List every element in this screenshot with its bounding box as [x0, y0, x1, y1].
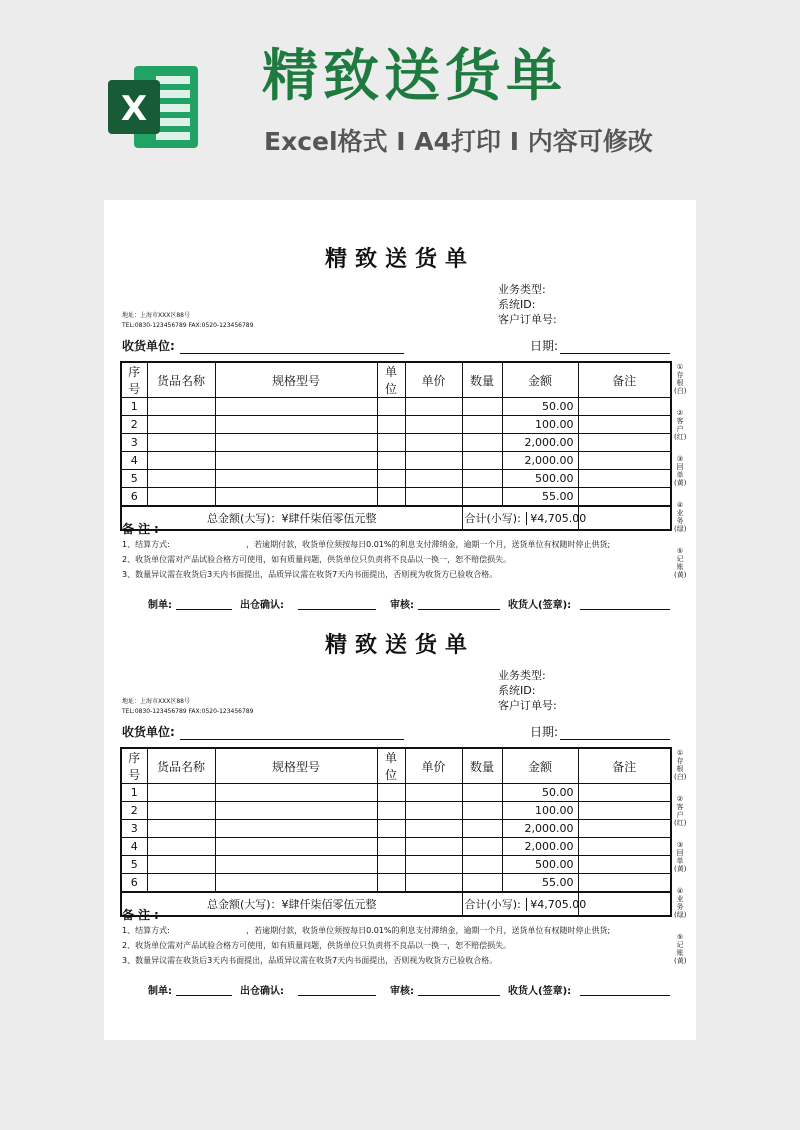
cell-remark[interactable]: [578, 802, 671, 820]
table-row: [121, 416, 671, 434]
date-label: 日期:: [530, 339, 559, 353]
cell-price[interactable]: [405, 856, 462, 874]
cell-amount[interactable]: 50.00: [502, 398, 578, 416]
table-row: [121, 802, 671, 820]
cell-no: 2: [121, 416, 147, 434]
form-title: 精致送货单: [324, 247, 475, 272]
goods-table: [120, 747, 672, 917]
table-row: [121, 434, 671, 452]
sign-maker-label: 制单:: [148, 986, 172, 997]
cell-product[interactable]: [147, 838, 215, 856]
cell-no: 1: [121, 398, 147, 416]
notes-section: [122, 908, 610, 968]
cell-spec[interactable]: [215, 802, 377, 820]
sign-warehouse-label: 出仓确认:: [240, 600, 284, 611]
cell-unit[interactable]: [377, 398, 405, 416]
header-no: 序号: [121, 748, 147, 784]
sign-maker-field[interactable]: [176, 995, 232, 996]
total-small-label: 合计(小写):: [464, 898, 521, 911]
excel-logo-icon: [104, 58, 202, 156]
cell-amount[interactable]: 50.00: [502, 784, 578, 802]
cell-unit[interactable]: [377, 488, 405, 507]
total-caps-value: ¥肆仟柒佰零伍元整: [281, 512, 377, 525]
note-item: 2、收货单位需对产品试验合格方可使用，如有质量问题，供货单位只负责将不良品以一换一，恕不赔偿损失。: [122, 941, 512, 950]
cell-spec[interactable]: [215, 488, 377, 507]
copy-accounting: ⑤记账(黄): [674, 933, 686, 965]
cell-spec[interactable]: [215, 398, 377, 416]
cell-qty[interactable]: [462, 784, 502, 802]
header-no: 序号: [121, 362, 147, 398]
note-item: 3、数量异议需在收货后3天内书面提出，品质异议需在收货7天内书面提出，否则视为收货方已验收合格。: [122, 570, 498, 579]
cell-qty[interactable]: [462, 802, 502, 820]
sign-review-field[interactable]: [418, 995, 500, 996]
cell-unit[interactable]: [377, 434, 405, 452]
cell-product[interactable]: [147, 470, 215, 488]
cell-price[interactable]: [405, 434, 462, 452]
cell-amount[interactable]: 55.00: [502, 874, 578, 893]
header-remark: 备注: [578, 748, 671, 784]
cell-unit[interactable]: [377, 856, 405, 874]
company-phone: TEL:0830-123456789 FAX:0520-123456789: [122, 322, 254, 329]
cell-spec[interactable]: [215, 434, 377, 452]
cell-amount[interactable]: 100.00: [502, 416, 578, 434]
cell-product[interactable]: [147, 398, 215, 416]
cell-price[interactable]: [405, 452, 462, 470]
header-product: 货品名称: [147, 748, 215, 784]
cell-unit[interactable]: [377, 452, 405, 470]
sign-receiver-label: 收货人(签章):: [508, 986, 572, 997]
copy-distribution: [674, 749, 686, 979]
receiver-field[interactable]: [180, 739, 404, 740]
note-item: 1、结算方式: ，若逾期付款，收货单位须按每日0.01%的利息支付滞纳金，逾期一个月，送货单位有权随时停止供货;: [122, 540, 611, 549]
header-price: 单价: [405, 362, 462, 398]
sign-receiver-field[interactable]: [580, 995, 670, 996]
cell-remark[interactable]: [578, 488, 671, 507]
cell-remark[interactable]: [578, 820, 671, 838]
total-caps-value: ¥肆仟柒佰零伍元整: [281, 898, 377, 911]
table-row: [121, 838, 671, 856]
table-header-row: [121, 362, 671, 398]
table-row: [121, 488, 671, 507]
table-row: [121, 398, 671, 416]
cell-remark[interactable]: [578, 856, 671, 874]
business-type-label: 业务类型:: [498, 283, 546, 296]
cell-amount[interactable]: 2,000.00: [502, 452, 578, 470]
cell-spec[interactable]: [215, 874, 377, 893]
cell-unit[interactable]: [377, 802, 405, 820]
header-qty: 数量: [462, 362, 502, 398]
receiver-label: 收货单位:: [122, 725, 175, 739]
header-unit: 单位: [377, 748, 405, 784]
cell-amount[interactable]: 2,000.00: [502, 838, 578, 856]
cell-spec[interactable]: [215, 838, 377, 856]
cell-unit[interactable]: [377, 820, 405, 838]
cell-no: 6: [121, 874, 147, 893]
notes-section: [122, 522, 610, 582]
company-address: 地址：上海市XXX区88号: [122, 698, 190, 705]
copy-customer: ②客户(红): [674, 409, 686, 441]
cell-unit[interactable]: [377, 838, 405, 856]
note-item: 1、结算方式: ，若逾期付款，收货单位须按每日0.01%的利息支付滞纳金，逾期一个月，送货单位有权随时停止供货;: [122, 926, 611, 935]
cell-remark[interactable]: [578, 398, 671, 416]
cell-product[interactable]: [147, 434, 215, 452]
header-remark: 备注: [578, 362, 671, 398]
cell-amount[interactable]: 500.00: [502, 856, 578, 874]
cell-no: 5: [121, 470, 147, 488]
cell-no: 4: [121, 838, 147, 856]
company-phone: TEL:0830-123456789 FAX:0520-123456789: [122, 708, 254, 715]
sign-warehouse-label: 出仓确认:: [240, 986, 284, 997]
cell-qty[interactable]: [462, 838, 502, 856]
excel-logo-letter: X: [120, 89, 148, 129]
cell-amount[interactable]: 100.00: [502, 802, 578, 820]
cell-price[interactable]: [405, 820, 462, 838]
cell-qty[interactable]: [462, 856, 502, 874]
cell-product[interactable]: [147, 856, 215, 874]
table-row: [121, 856, 671, 874]
table-row: [121, 784, 671, 802]
cell-amount[interactable]: 2,000.00: [502, 820, 578, 838]
date-field[interactable]: [560, 353, 670, 354]
banner-title: 精致送货单: [262, 44, 567, 109]
cell-product[interactable]: [147, 784, 215, 802]
sign-receiver-label: 收货人(签章):: [508, 600, 572, 611]
header-amount: 金额: [502, 748, 578, 784]
copy-stub: ①存根(白): [674, 749, 686, 781]
cell-no: 5: [121, 856, 147, 874]
copy-business: ④业务(绿): [674, 887, 686, 919]
cell-qty[interactable]: [462, 874, 502, 893]
copy-accounting: ⑤记账(黄): [674, 547, 686, 579]
cell-remark[interactable]: [578, 874, 671, 893]
cell-remark[interactable]: [578, 838, 671, 856]
copy-receipt: ③回单(黄): [674, 455, 686, 487]
header-unit: 单位: [377, 362, 405, 398]
header-product: 货品名称: [147, 362, 215, 398]
table-row: [121, 452, 671, 470]
cell-price[interactable]: [405, 470, 462, 488]
invoice-paper: [104, 200, 696, 1040]
copy-distribution: [674, 363, 686, 593]
cell-no: 1: [121, 784, 147, 802]
cell-no: 2: [121, 802, 147, 820]
cell-no: 4: [121, 452, 147, 470]
header-qty: 数量: [462, 748, 502, 784]
header-amount: 金额: [502, 362, 578, 398]
sign-warehouse-field[interactable]: [298, 995, 376, 996]
date-field[interactable]: [560, 739, 670, 740]
copy-customer: ②客户(红): [674, 795, 686, 827]
cell-remark[interactable]: [578, 470, 671, 488]
cell-qty[interactable]: [462, 452, 502, 470]
total-small-value: ¥4,705.00: [526, 512, 586, 525]
header-spec: 规格型号: [215, 748, 377, 784]
cell-price[interactable]: [405, 488, 462, 507]
cell-qty[interactable]: [462, 398, 502, 416]
copy-business: ④业务(绿): [674, 501, 686, 533]
system-id-label: 系统ID:: [498, 298, 536, 311]
cell-price[interactable]: [405, 802, 462, 820]
goods-table: [120, 361, 672, 531]
cell-unit[interactable]: [377, 874, 405, 893]
note-item: 2、收货单位需对产品试验合格方可使用，如有质量问题，供货单位只负责将不良品以一换一，恕不赔偿损失。: [122, 555, 512, 564]
total-caps-label: 总金额(大写)：: [206, 512, 282, 525]
cell-no: 6: [121, 488, 147, 507]
business-type-label: 业务类型:: [498, 669, 546, 682]
company-address: 地址：上海市XXX区88号: [122, 312, 190, 319]
delivery-form-2: [104, 586, 696, 997]
cell-no: 3: [121, 820, 147, 838]
cell-unit[interactable]: [377, 416, 405, 434]
cell-spec[interactable]: [215, 856, 377, 874]
notes-title: 备注:: [122, 522, 163, 536]
table-header-row: [121, 748, 671, 784]
cell-spec[interactable]: [215, 820, 377, 838]
sign-maker-label: 制单:: [148, 600, 172, 611]
header-spec: 规格型号: [215, 362, 377, 398]
banner: [0, 0, 800, 200]
table-row: [121, 820, 671, 838]
cell-product[interactable]: [147, 874, 215, 893]
cell-qty[interactable]: [462, 434, 502, 452]
cell-remark[interactable]: [578, 434, 671, 452]
cell-no: 3: [121, 434, 147, 452]
date-label: 日期:: [530, 725, 559, 739]
cell-remark[interactable]: [578, 416, 671, 434]
cell-price[interactable]: [405, 874, 462, 893]
note-item: 3、数量异议需在收货后3天内书面提出，品质异议需在收货7天内书面提出，否则视为收货方已验收合格。: [122, 956, 498, 965]
cell-price[interactable]: [405, 838, 462, 856]
cell-qty[interactable]: [462, 488, 502, 507]
cell-spec[interactable]: [215, 452, 377, 470]
customer-order-label: 客户订单号:: [498, 313, 557, 326]
cell-product[interactable]: [147, 488, 215, 507]
cell-remark[interactable]: [578, 784, 671, 802]
cell-spec[interactable]: [215, 416, 377, 434]
cell-unit[interactable]: [377, 470, 405, 488]
notes-title: 备注:: [122, 908, 163, 922]
cell-price[interactable]: [405, 784, 462, 802]
cell-qty[interactable]: [462, 416, 502, 434]
receiver-label: 收货单位:: [122, 339, 175, 353]
cell-qty[interactable]: [462, 820, 502, 838]
receiver-field[interactable]: [180, 353, 404, 354]
cell-spec[interactable]: [215, 784, 377, 802]
cell-spec[interactable]: [215, 470, 377, 488]
cell-product[interactable]: [147, 452, 215, 470]
cell-amount[interactable]: 55.00: [502, 488, 578, 507]
form-title: 精致送货单: [324, 633, 475, 658]
cell-price[interactable]: [405, 416, 462, 434]
cell-product[interactable]: [147, 416, 215, 434]
total-small-label: 合计(小写):: [464, 512, 521, 525]
customer-order-label: 客户订单号:: [498, 699, 557, 712]
sign-review-label: 审核:: [390, 600, 414, 611]
banner-subtitle: Excel格式 I A4打印 I 内容可修改: [264, 127, 653, 156]
table-row: [121, 874, 671, 893]
cell-product[interactable]: [147, 802, 215, 820]
cell-qty[interactable]: [462, 470, 502, 488]
cell-remark[interactable]: [578, 452, 671, 470]
cell-amount[interactable]: 2,000.00: [502, 434, 578, 452]
cell-unit[interactable]: [377, 784, 405, 802]
delivery-form-1: [104, 200, 696, 611]
total-caps-label: 总金额(大写)：: [206, 898, 282, 911]
copy-receipt: ③回单(黄): [674, 841, 686, 873]
system-id-label: 系统ID:: [498, 684, 536, 697]
cell-product[interactable]: [147, 820, 215, 838]
cell-price[interactable]: [405, 398, 462, 416]
cell-amount[interactable]: 500.00: [502, 470, 578, 488]
table-row: [121, 470, 671, 488]
header-price: 单价: [405, 748, 462, 784]
total-small-value: ¥4,705.00: [526, 898, 586, 911]
sign-review-label: 审核:: [390, 986, 414, 997]
copy-stub: ①存根(白): [674, 363, 686, 395]
